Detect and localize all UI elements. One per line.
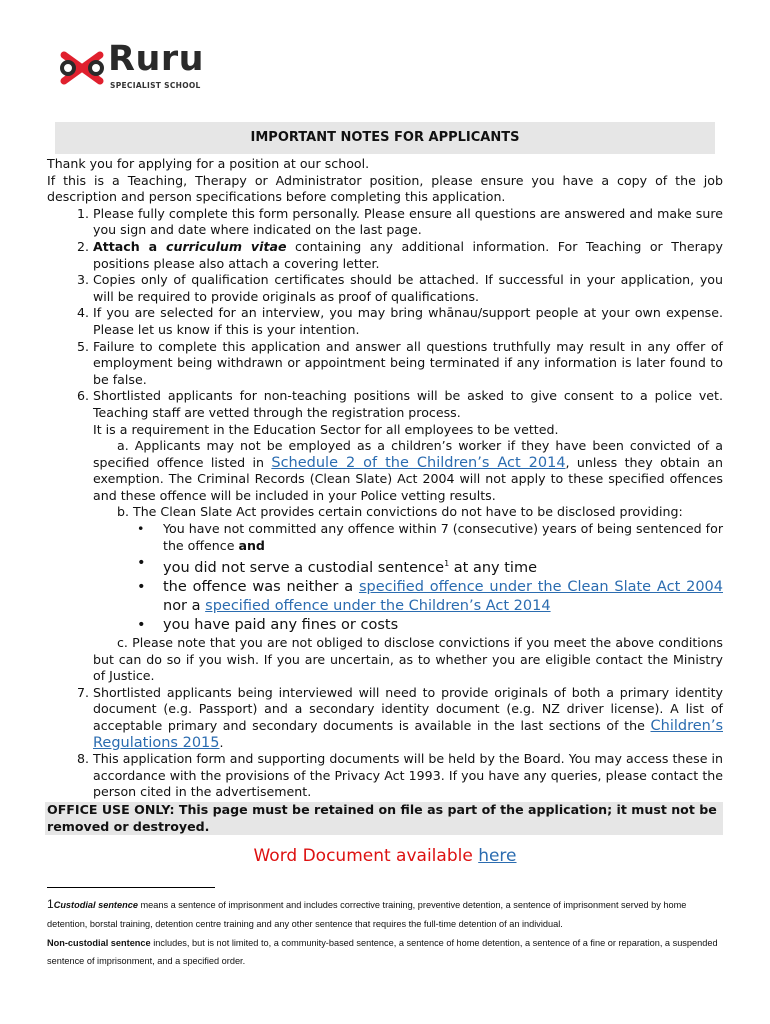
childrens-regulations-link[interactable]: Children’s Regulations 2015 (93, 718, 723, 751)
ruru-logo-icon (58, 47, 106, 89)
note-item-3: 3. Copies only of qualification certificates should be attached. If successful in your application, you will be required to provide originals as proof of qualifications. (93, 272, 723, 305)
condition-item: • you did not serve a custodial sentence$^1$ at any time (117, 554, 723, 578)
notes-banner: IMPORTANT NOTES FOR APPLICANTS (55, 122, 715, 154)
note-item-6: 6. Shortlisted applicants for non-teaching positions will be asked to give consent to a police vet. Teaching staff are vetted through the registration process. It is a requirement in the Education Sector for all employees to be vetted. a. Applicants may not be employed as a children’s worker if they have been convicted of a specified offence listed in Schedule 2 of the Children’s Act 2014, unless they obtain an exemption. The Criminal Records (Clean Slate) Act 2004 will not apply to these specified offences and these offence will be included in your Police vetting results. b. The Clean Slate Act provides certain convictions do not have to be disclosed providing: (93, 388, 723, 521)
subitem-a: a. Applicants may not be employed as a children’s worker if they have been convicted of a specified offence listed in Schedule 2 of the Children’s Act 2014, unless they obtain an exemption. The Criminal Records (Clean Slate) Act 2004 will not apply to these specified offences and these offence will be included in your Police vetting results. (93, 438, 723, 503)
intro-line: Thank you for applying for a position at our school. (47, 156, 370, 171)
footnote-divider (47, 887, 215, 888)
notes-content (47, 156, 723, 867)
condition-item: • You have not committed any offence within 7 (consecutive) years of being sentenced for the offence and (117, 521, 723, 554)
clean-slate-act-link[interactable]: specified offence under the Clean Slate Act 2004 (358, 579, 723, 596)
notes-list-continued (47, 685, 723, 801)
note-item-5: 5. Failure to complete this application and answer all questions truthfully may result in any offer of employment being withdrawn or appointment being terminated if any information is later found to be false. (93, 339, 723, 389)
footnotes: 1Custodial sentence means a sentence of imprisonment and includes corrective training, preventive detention, a sentence of imprisonment served by home detention, borstal training, detention centre training and any other sentence that requires the full-time detention of an individual. Non-custodial sentence includes, but is not limited to, a community-based sentence, a sentence of home detention, a sentence of a fine or reparation, a suspended sentence of imprisonment, and a specified order. (47, 897, 718, 967)
clean-slate-conditions (47, 521, 723, 635)
schedule-2-link[interactable]: Schedule 2 of the Children’s Act 2014 (271, 454, 566, 471)
note-item-2: 2. Attach a curriculum vitae containing any additional information. For Teaching or Therapy positions please also attach a covering letter. (93, 239, 723, 272)
subitem-b: b. The Clean Slate Act provides certain convictions do not have to be disclosed providing: (117, 504, 683, 520)
condition-item: • the offence was neither a specified offence under the Clean Slate Act 2004 nor a specified offence under the Children’s Act 2014 (117, 578, 723, 616)
notes-list (47, 206, 723, 521)
note-item-1: 1. Please fully complete this form personally. Please ensure all questions are answered and make sure you sign and date where indicated on the last page. (93, 206, 723, 239)
condition-item: • you have paid any fines or costs (117, 616, 723, 635)
office-use-note: OFFICE USE ONLY: This page must be retained on file as part of the application; it must not be removed or destroyed. (45, 802, 723, 835)
subitem-c: c. Please note that you are not obliged to disclose convictions if you meet the above conditions but can do so if you wish. If you are uncertain, as to whether you are eligible contact the Ministry of Justice. (93, 635, 723, 684)
logo-name: Ruru (108, 39, 205, 79)
note-item-8: 8. This application form and supporting documents will be held by the Board. You may access these in accordance with the provisions of the Privacy Act 1993. If you have any queries, please contact the person cited in the advertisement. (93, 751, 723, 801)
intro-line: If this is a Teaching, Therapy or Administrator position, please ensure you have a copy of the job description and person specifications before completing this application. (47, 172, 723, 205)
word-document-link[interactable]: here (478, 846, 517, 867)
logo-subtitle: SPECIALIST SCHOOL (110, 81, 201, 90)
word-document-line: Word Document available here (253, 846, 517, 867)
note-item-7: 7. Shortlisted applicants being interviewed will need to provide originals of both a primary identity document (e.g. Passport) and a secondary identity document (e.g. NZ driver license). A list of acceptable primary and secondary documents is available in the last sections of the Children’s Regulations 2015. (93, 685, 723, 751)
school-logo (58, 39, 228, 95)
note-item-4: 4. If you are selected for an interview, you may bring whānau/support people at your own expense. Please let us know if this is your intention. (93, 305, 723, 338)
childrens-act-link[interactable]: specified offence under the Children’s Act 2014 (205, 598, 551, 615)
